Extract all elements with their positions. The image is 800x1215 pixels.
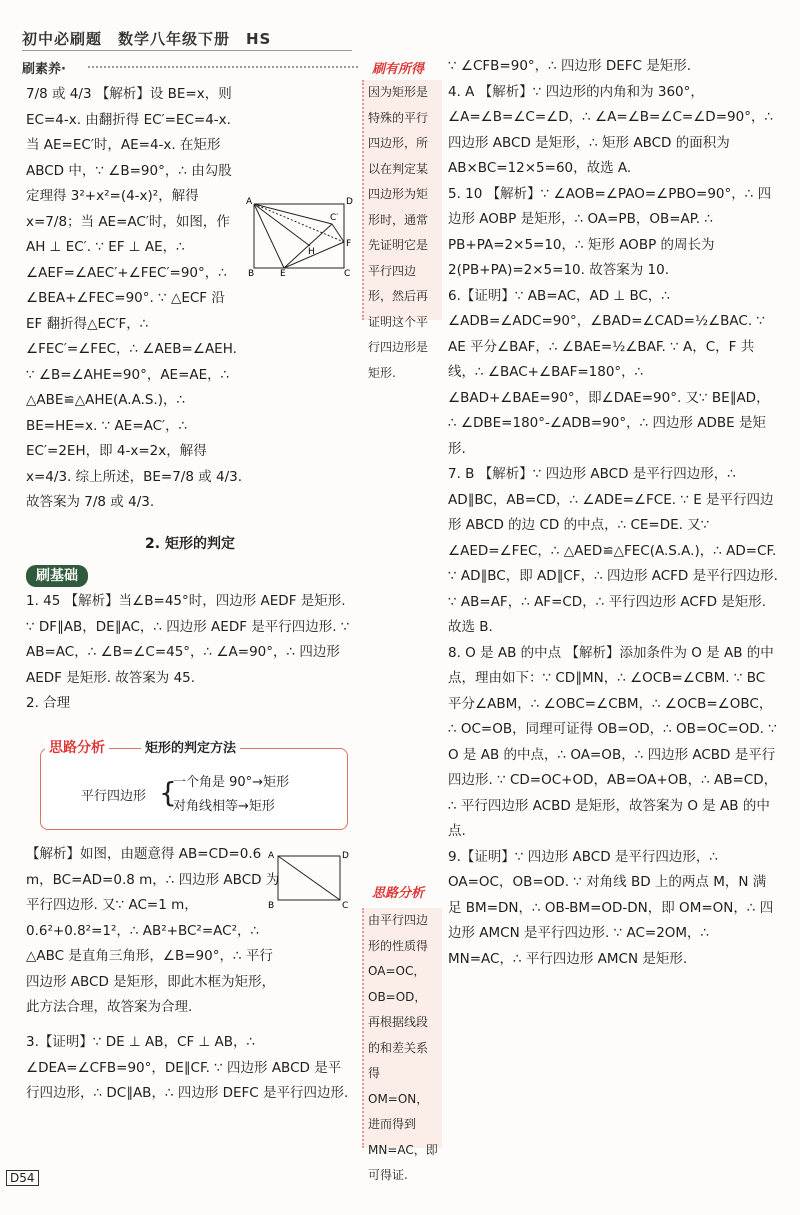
question-3-cont: ∵ ∠CFB=90°，∴ 四边形 DEFC 是矩形. bbox=[448, 58, 692, 74]
side-note-head-1: 刷有所得 bbox=[372, 62, 425, 77]
basic-badge: 刷基础 bbox=[26, 565, 88, 587]
svg-text:E: E bbox=[280, 269, 286, 279]
section-tag: 刷素养· bbox=[22, 62, 66, 77]
figure-rectangle-fold bbox=[244, 196, 354, 279]
svg-text:F: F bbox=[346, 239, 352, 249]
question-3: 3.【证明】∵ DE ⊥ AB，CF ⊥ AB，∴ ∠DEA=∠CFB=90°，DE∥CF. ∵ 四边形 ABCD 是平行四边形，∴ DC∥AB，∴ 四边形 DEFC 是平行四边形. bbox=[26, 1034, 349, 1101]
question-8: 8. O 是 AB 的中点 【解析】添加条件为 O 是 AB 的中点，理由如下：∵ CD∥MN，∴ ∠OCB=∠CBM. ∵ BC 平分∠ABM，∴ ∠OBC=∠CBM，∴ ∠OCB=∠OBC，∴ OC=OB，同理可证得 OB=OD，∴ OB=OC=OD. ∵ O 是 AB 的中点，∴ OA=OB，∴ 四边形 ACBD 是平行四边形. ∵ CD=OC+OD，AB=OA+OB，∴ AB=CD，∴ 平行四边形 ACBD 是矩形，故答案为 O 是 AB 的中点. bbox=[448, 644, 778, 839]
svg-text:C: C bbox=[342, 901, 349, 911]
side-note-2: 由平行四边形的性质得 OA=OC，OB=OD，再根据线段的和差关系得 OM=ON，进而得到 MN=AC，即可得证. bbox=[362, 908, 442, 1148]
dotted-rule bbox=[88, 66, 358, 68]
method-left: 平行四边形 bbox=[81, 789, 147, 804]
question-6: 6.【证明】∵ AB=AC，AD ⊥ BC，∴ ∠ADB=∠ADC=90°，∠BAD=∠CAD=½∠BAC. ∵ AE 平分∠BAF，∴ ∠BAE=½∠BAF. ∵ A，C，F 共线，∴ ∠BAC+∠BAF=180°，∴ ∠BAD+∠BAE=90°，即∠DAE=90°. 又∵ BE∥AD，∴ ∠DBE=180°-∠ADB=90°，∴ 四边形 ADBE 是矩形. bbox=[448, 287, 770, 457]
svg-text:B: B bbox=[248, 269, 255, 279]
svg-text:D: D bbox=[346, 197, 353, 207]
figure-rectangle-frame bbox=[268, 848, 349, 911]
question-7: 7/8 或 4/3 【解析】设 BE=x，则 EC=4-x. 由翻折得 EC′=EC=4-x. 当 AE=EC′时，AE=4-x. 在矩形 ABCD 中，∵ ∠B=90°，∴ 由勾股定理得 3²+x²=(4-x)²，解得 x=7/8；当 AE=AC′时，如图，作 AH ⊥ EC′. ∵ EF ⊥ AE，∴ ∠AEF=∠AEC′+∠FEC′=90°，∴ ∠BEA+∠FEC=90°. ∵ △ECF 沿 EF 翻折得△EC′F，∴ ∠FEC′=∠FEC，∴ ∠AEB=∠AEH. ∵ ∠B=∠AHE=90°，AE=AE，∴ △ABE≌△AHE(A.A.S.)，∴ BE=HE=x. ∵ AE=AC′，∴ EC′=2EH，即 4-x=2x，解得 x=4/3. 综上所述，BE=7/8 或 4/3. 故答案为 7/8 或 4/3. bbox=[26, 86, 243, 510]
basic-banner bbox=[26, 564, 354, 590]
question-4: 4. A 【解析】∵ 四边形的内角和为 360°，∠A=∠B=∠C=∠D，∴ ∠A=∠B=∠C=∠D=90°，∴ 四边形 ABCD 是矩形，∴ 矩形 ABCD 的面积为 AB×BC=12×5=60，故选 A. bbox=[448, 83, 774, 176]
svg-text:D: D bbox=[342, 851, 349, 861]
side-note-head-2: 思路分析 bbox=[372, 886, 425, 901]
section-subtitle: 2. 矩形的判定 bbox=[145, 536, 235, 552]
method-box bbox=[40, 740, 348, 830]
fig1-label-A: A bbox=[246, 197, 253, 207]
method-box-head: 思路分析 bbox=[45, 737, 109, 757]
svg-text:H: H bbox=[308, 247, 315, 257]
svg-text:C: C bbox=[344, 269, 351, 279]
question-2: 2. 合理 bbox=[26, 695, 71, 711]
header-rule bbox=[22, 50, 352, 51]
question-1: 1. 45 【解析】当∠B=45°时，四边形 AEDF 是矩形. ∵ DF∥AB，DE∥AC，∴ 四边形 AEDF 是平行四边形. ∵ AB=AC，∴ ∠B=∠C=45°，∴ ∠A=90°，∴ 四边形 AEDF 是矩形. 故答案为 45. bbox=[26, 593, 350, 686]
method-line-2: 对角线相等→矩形 bbox=[173, 799, 275, 814]
page-number: D54 bbox=[6, 1170, 39, 1186]
question-5: 5. 10 【解析】∵ ∠AOB=∠PAO=∠PBO=90°，∴ 四边形 AOBP 是矩形，∴ OA=PB，OB=AP. ∴ PB+PA=2×5=10，∴ 矩形 AOBP 的周长为 2(PB+PA)=2×5=10. 故答案为 10. bbox=[448, 185, 772, 278]
question-7b: 7. B 【解析】∵ 四边形 ABCD 是平行四边形，∴ AD∥BC，AB=CD，∴ ∠ADE=∠FCE. ∵ E 是平行四边形 ABCD 的边 CD 的中点，∴ CE=DE. 又∵ ∠AED=∠FEC，∴ △AED≌△FEC(A.S.A.)，∴ AD=CF. ∵ AD∥BC，即 AD∥CF，∴ 四边形 ACFD 是平行四边形. ∵ AB=AF，∴ AF=CD，∴ 平行四边形 ACFD 是矩形. 故选 B. bbox=[448, 466, 778, 635]
running-header: 初中必刷题 数学八年级下册 HS bbox=[22, 30, 272, 48]
question-2-analysis: 【解析】如图，由题意得 AB=CD=0.6 m，BC=AD=0.8 m，∴ 四边形 ABCD 为平行四边形. 又∵ AC=1 m，0.6²+0.8²=1²，∴ AB²+BC²=AC²，∴ △ABC 是直角三角形，∠B=90°，∴ 平行四边形 ABCD 是矩形，即此木框为矩形，此方法合理，故答案为合理. bbox=[26, 846, 280, 1015]
left-column bbox=[26, 82, 354, 717]
side-note-1: 因为矩形是特殊的平行四边形，所以在判定某四边形为矩形时，通常先证明它是平行四边形，然后再证明这个平行四边形是矩形. bbox=[362, 80, 442, 320]
svg-text:A: A bbox=[268, 851, 275, 861]
right-column bbox=[448, 54, 778, 972]
question-9: 9.【证明】∵ 四边形 ABCD 是平行四边形，∴ OA=OC，OB=OD. ∵ 对角线 BD 上的两点 M，N 满足 BM=DN，∴ OB-BM=OD-DN，即 OM=ON，∴ 四边形 AMCN 是平行四边形. ∵ AC=2OM，∴ MN=AC，∴ 平行四边形 AMCN 是矩形. bbox=[448, 848, 774, 967]
brace-icon: { bbox=[159, 776, 177, 809]
svg-text:C′: C′ bbox=[330, 213, 339, 223]
method-line-1: 一个角是 90°→矩形 bbox=[173, 775, 290, 790]
svg-text:B: B bbox=[268, 901, 275, 911]
method-box-subhead: 矩形的判定方法 bbox=[141, 737, 240, 756]
